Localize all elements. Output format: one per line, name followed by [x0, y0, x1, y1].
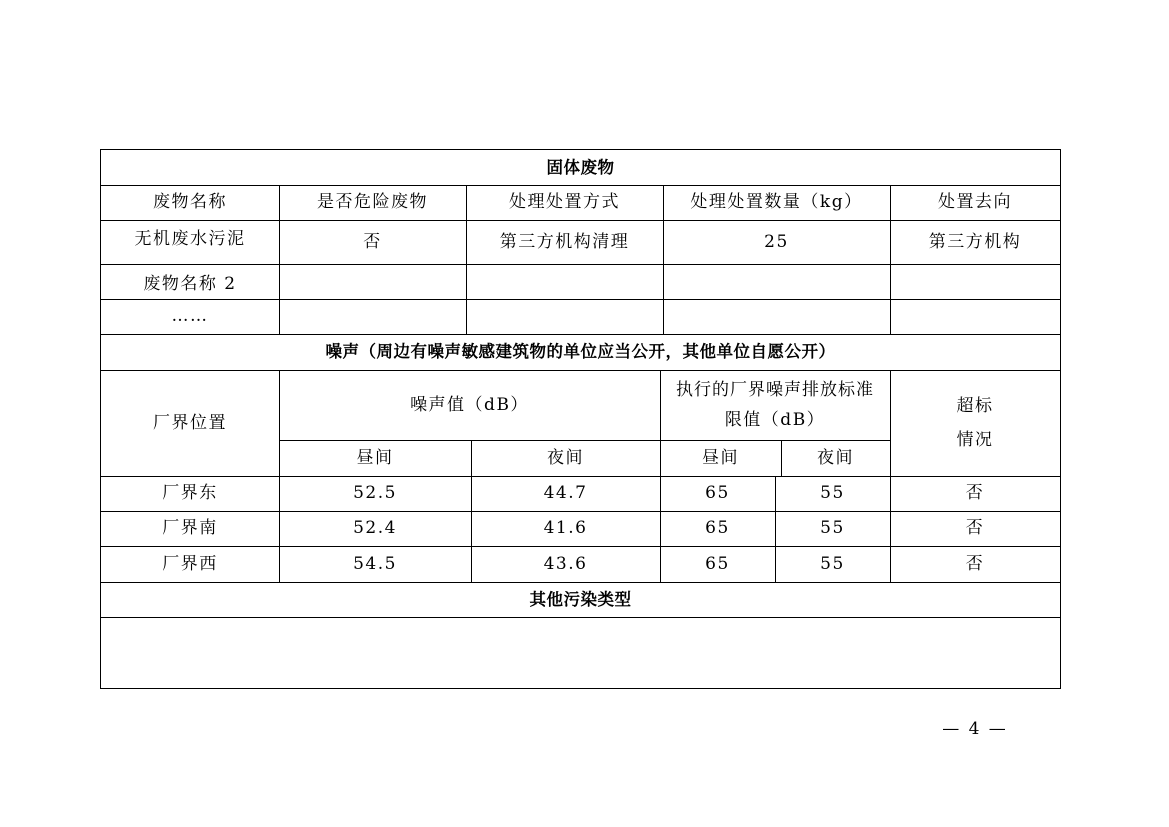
noise-row-std-night: 55: [820, 518, 845, 539]
header-destination: 处置去向: [938, 192, 1012, 213]
noise-row-location: 厂界南: [162, 518, 218, 539]
waste-row-hazardous: [279, 299, 466, 334]
waste-row-name: 废物名称 2: [143, 274, 237, 295]
noise-row-std-day: 65: [705, 483, 730, 504]
waste-row-hazardous: [279, 264, 466, 299]
header-standard-day: 昼间: [702, 447, 739, 468]
noise-row-location: 厂界西: [162, 553, 218, 574]
header-exceed-line2: 情况: [956, 430, 994, 450]
header-noise-standard-line2: 限值（dB）: [724, 410, 826, 430]
noise-row-exceed: 否: [965, 553, 985, 574]
noise-row-day: 52.4: [353, 518, 397, 539]
header-exceed-line1: 超标: [956, 395, 994, 416]
header-disposal-method: 处理处置方式: [509, 192, 620, 213]
waste-row-name: 无机废水污泥: [134, 229, 246, 249]
header-exceed-status: [890, 370, 1060, 476]
pollution-disclosure-table: [100, 149, 1061, 689]
noise-row-location: 厂界东: [162, 483, 218, 504]
waste-row-quantity: [663, 264, 890, 299]
header-standard-night: 夜间: [817, 447, 854, 468]
other-pollution-section-title: 其他污染类型: [529, 589, 632, 609]
header-disposal-quantity: 处理处置数量（kg）: [690, 192, 863, 213]
header-noise-day: 昼间: [356, 447, 394, 468]
noise-row-day: 52.5: [353, 483, 397, 504]
waste-row-method: 第三方机构清理: [499, 231, 630, 252]
noise-section-title: 噪声（周边有噪声敏感建筑物的单位应当公开，其他单位自愿公开）: [325, 342, 836, 362]
header-hazardous: 是否危险废物: [317, 192, 428, 213]
header-boundary-location: 厂界位置: [153, 412, 227, 433]
header-noise-standard-line1: 执行的厂界噪声排放标准: [676, 379, 874, 400]
noise-row-night: 44.7: [543, 483, 588, 504]
header-noise-value: 噪声值（dB）: [410, 394, 529, 415]
noise-row-night: 41.6: [543, 518, 588, 539]
other-pollution-content: [101, 617, 1060, 688]
header-noise-standard: [660, 370, 890, 440]
noise-row-exceed: 否: [965, 518, 985, 539]
waste-row-name: ……: [171, 306, 209, 326]
waste-row-destination: [890, 299, 1060, 334]
header-noise-night: 夜间: [547, 447, 584, 468]
noise-row-std-day: 65: [705, 518, 730, 539]
waste-row-destination: [890, 264, 1060, 299]
noise-row-night: 43.6: [543, 553, 588, 574]
noise-row-std-day: 65: [705, 553, 730, 574]
noise-row-std-night: 55: [820, 553, 845, 574]
waste-row-quantity: [663, 299, 890, 334]
noise-row-std-night: 55: [820, 483, 845, 504]
noise-row-exceed: 否: [965, 483, 985, 504]
waste-row-quantity: 25: [764, 231, 789, 252]
waste-row-destination: 第三方机构: [928, 231, 1022, 252]
waste-row-method: [466, 299, 663, 334]
waste-row-hazardous: 否: [363, 231, 382, 252]
page-number: — 4 —: [942, 719, 1008, 739]
noise-row-day: 54.5: [353, 553, 397, 574]
waste-row-method: [466, 264, 663, 299]
header-waste-name: 废物名称: [153, 192, 227, 213]
solid-waste-section-title: 固体废物: [546, 157, 615, 177]
